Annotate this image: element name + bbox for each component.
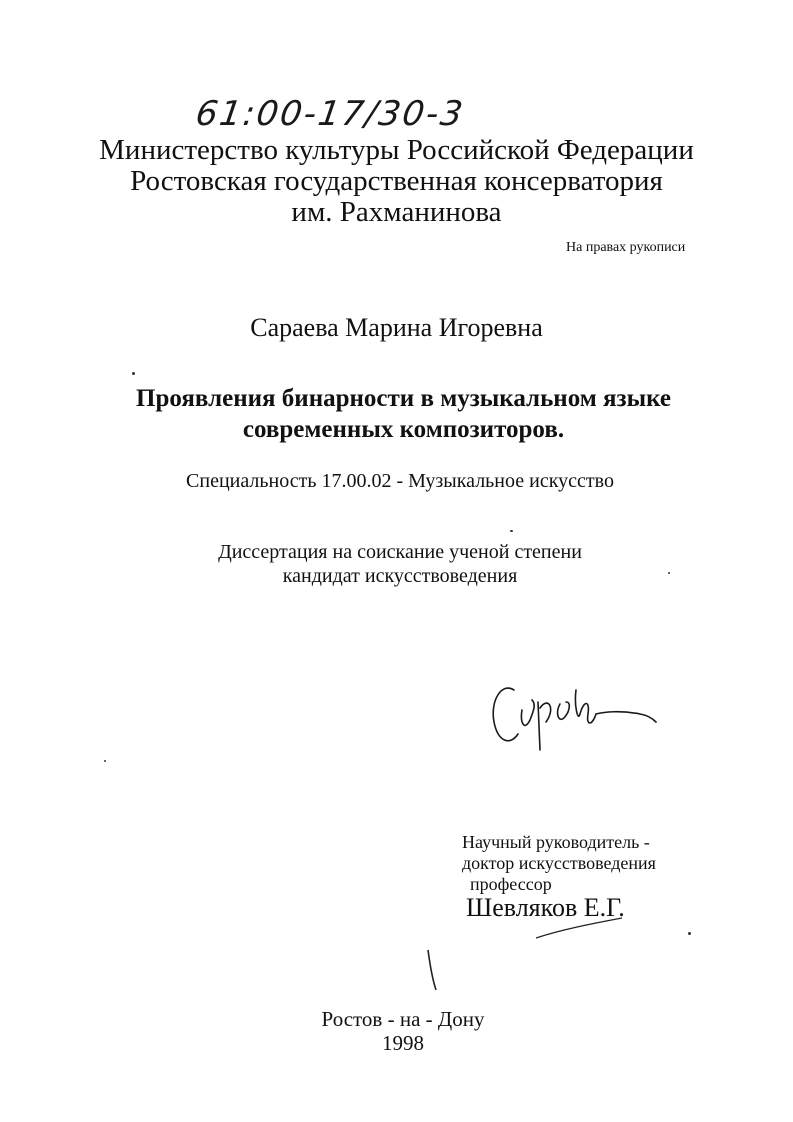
scan-speck: [510, 530, 513, 532]
dissertation-title-line-1: Проявления бинарности в музыкальном языке: [136, 385, 671, 412]
supervisor-name: Шевляков Е.Г.: [466, 893, 625, 922]
conservatory-line: Ростовская государственная консерватория: [130, 165, 663, 197]
scan-speck: [104, 760, 106, 762]
place-of-publication: Ростов - на - Дону: [321, 1007, 485, 1031]
scan-speck: [688, 932, 691, 935]
degree-line-2: кандидат искусствоведения: [282, 565, 518, 587]
specialty-line: Специальность 17.00.02 - Музыкальное искусство: [186, 470, 614, 492]
dissertation-title-line-2: современных композиторов.: [242, 416, 565, 443]
author-name: Сараева Марина Игоревна: [250, 313, 543, 342]
degree-line-1: Диссертация на соискание ученой степени: [218, 541, 582, 563]
handwritten-catalog-number: 61:00-17/30-3: [193, 94, 467, 134]
manuscript-rights-note: На правах рукописи: [566, 240, 686, 255]
ministry-line: Министерство культуры Российской Федерации: [99, 134, 694, 166]
conservatory-name-line: им. Рахманинова: [291, 196, 502, 228]
scan-speck: [132, 372, 135, 375]
publication-year: 1998: [382, 1031, 424, 1055]
scan-speck: [668, 572, 670, 574]
supervisor-role: Научный руководитель -: [462, 832, 650, 852]
supervisor-title: профессор: [470, 874, 552, 894]
supervisor-degree: доктор искусствоведения: [462, 853, 656, 873]
